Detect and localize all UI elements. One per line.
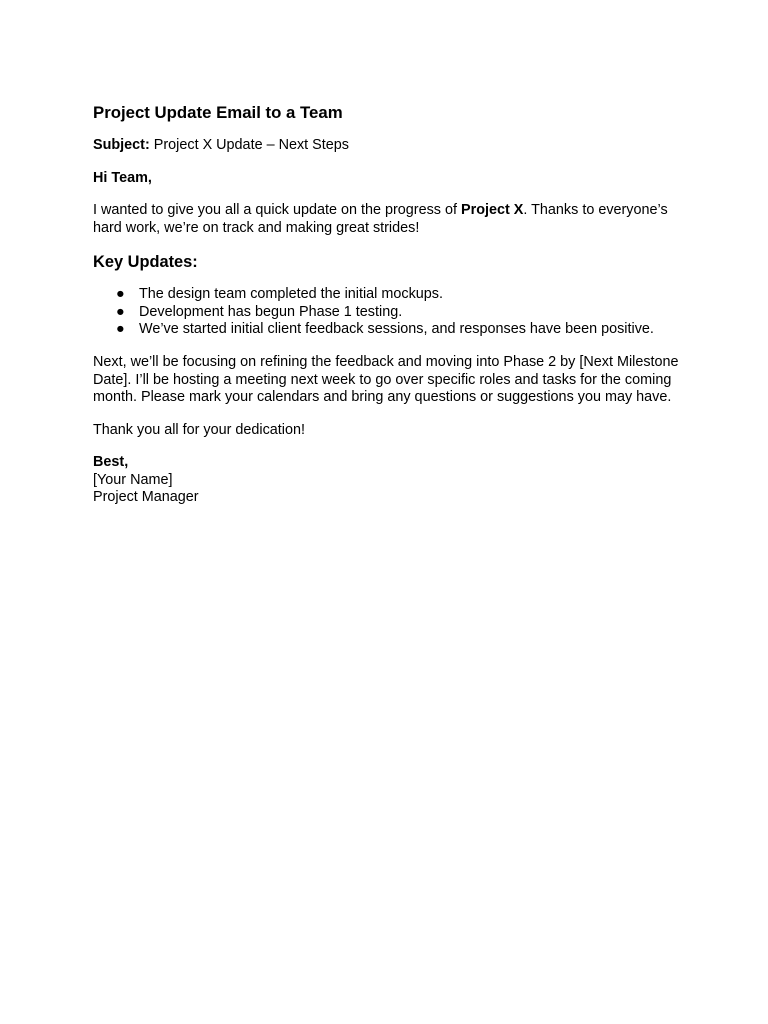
list-item (93, 321, 683, 339)
sender-name: [Your Name] (93, 471, 173, 488)
list-item (93, 286, 683, 304)
intro-paragraph (93, 202, 683, 237)
closing: Best, (93, 454, 129, 471)
intro-text-end: . Thanks to everyone’s hard work, we’re on track and making great strides! (93, 202, 668, 236)
bullet-icon: ● (116, 303, 125, 320)
subject-label: Subject: (93, 137, 150, 153)
list-item (93, 304, 683, 322)
list-item-text: We’ve started initial client feedback sessions, and responses have been positive. (139, 321, 654, 338)
greeting: Hi Team, (93, 169, 152, 186)
project-name: Project X (461, 202, 524, 218)
intro-text-start: I wanted to give you all a quick update on the progress of (93, 202, 461, 218)
list-item-text: The design team completed the initial mockups. (139, 286, 443, 302)
updates-list (93, 286, 683, 339)
subject-line (93, 137, 683, 155)
bullet-icon: ● (116, 286, 125, 302)
document-title: Project Update Email to a Team (93, 103, 343, 122)
subject-value: Project X Update – Next Steps (149, 137, 349, 153)
thanks-paragraph: Thank you all for your dedication! (93, 421, 305, 438)
next-steps-paragraph: Next, we’ll be focusing on refining the feedback and moving into Phase 2 by [Next Milestone Date]. I’ll be hosting a meeting next week to go over specific roles and tasks for the coming month. Please mark your calendars and bring any questions or suggestions you may have. (93, 354, 679, 406)
sender-title: Project Manager (93, 489, 199, 506)
key-updates-heading: Key Updates: (93, 253, 198, 271)
email-body (93, 103, 683, 507)
bullet-icon: ● (116, 321, 125, 338)
list-item-text: Development has begun Phase 1 testing. (139, 303, 403, 320)
